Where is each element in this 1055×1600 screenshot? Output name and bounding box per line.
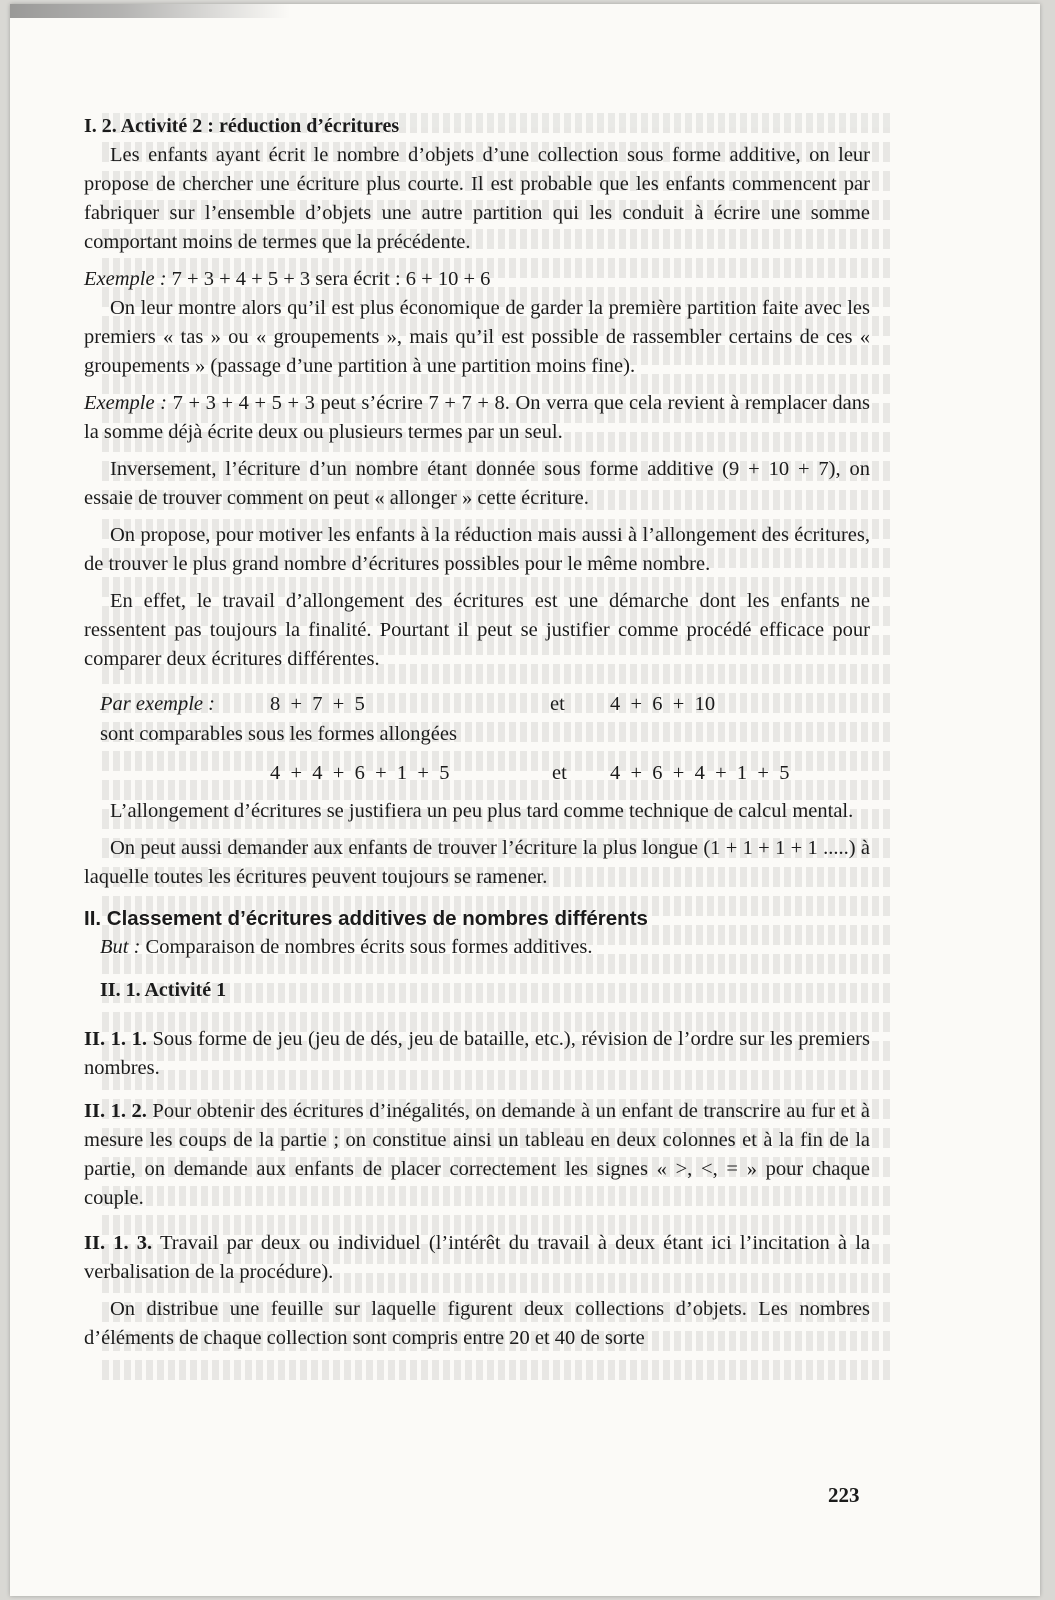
paragraph-1: Les enfants ayant écrit le nombre d’objets d’une collection sous forme additive, on leur propose de chercher une écriture plus courte. Il est probable que les enfants commencent par fabriquer sur l’ensemble d’objets une autre partition qui les conduit à écrire une somme comportant moins de termes que la précédente.: [84, 144, 870, 253]
item-ii-1-2: [84, 1097, 870, 1213]
section-ii1-heading: II. 1. Activité 1: [100, 979, 227, 1001]
item-ii-1-1-text: Sous forme de jeu (jeu de dés, jeu de bataille, etc.), révision de l’ordre sur les premiers nombres.: [84, 1028, 870, 1079]
but-label: But :: [100, 936, 141, 958]
page-number: 223: [828, 1483, 860, 1507]
item-ii-1-2-text: Pour obtenir des écritures d’inégalités, on demande à un enfant de transcrire au fur et à mesure les coups de la partie ; on constitue ainsi un tableau en deux colonnes et à la fin de la partie, on demande aux enfants de placer correctement les signes « >, <, = » pour chaque couple.: [84, 1100, 870, 1209]
item-ii-1-3: [84, 1229, 870, 1287]
example-1-text: 7 + 3 + 4 + 5 + 3 sera écrit : 6 + 10 + 6: [166, 268, 491, 290]
paragraph-5: En effet, le travail d’allongement des écritures est une démarche dont les enfants ne ressentent pas toujours la finalité. Pourtant il peut se justifier comme procédé efficace pour comparer deux écritures différentes.: [84, 590, 870, 670]
expression-d: 4 + 6 + 4 + 1 + 5: [610, 762, 790, 784]
item-ii-1-3-text: Travail par deux ou individuel (l’intérêt du travail à deux étant ici l’incitation à la verbalisation de la procédure).: [84, 1232, 870, 1283]
item-ii-1-1: [84, 1025, 870, 1083]
example-2: [84, 389, 870, 447]
item-ii-1-2-label: II. 1. 2.: [84, 1100, 147, 1122]
par-exemple-line: [84, 690, 870, 720]
item-ii-1-1-label: II. 1. 1.: [84, 1028, 147, 1050]
page-content: [84, 112, 870, 1353]
section-i2-heading: I. 2. Activité 2 : réduction d’écritures: [84, 115, 400, 137]
expression-a: 8 + 7 + 5: [270, 693, 365, 715]
paragraph-4: On propose, pour motiver les enfants à la réduction mais aussi à l’allongement des écritures, de trouver le plus grand nombre d’écritures possibles pour le même nombre.: [84, 524, 870, 575]
example-1-label: Exemple :: [84, 268, 167, 290]
book-page: [10, 4, 1040, 1596]
but-text: Comparaison de nombres écrits sous formes additives.: [140, 936, 593, 958]
expanded-expressions-line: [84, 759, 870, 789]
but-line: [84, 933, 870, 962]
section-ii-heading: II. Classement d’écritures additives de nombres différents: [84, 907, 648, 930]
comparable-text: sont comparables sous les formes allongées: [100, 723, 457, 745]
paragraph-last: On distribue une feuille sur laquelle figurent deux collections d’objets. Les nombres d’éléments de chaque collection sont compris entre 20 et 40 de sorte: [84, 1298, 870, 1349]
paragraph-7: On peut aussi demander aux enfants de trouver l’écriture la plus longue (1 + 1 + 1 + 1 .....) à laquelle toutes les écritures peuvent toujours se ramener.: [84, 837, 870, 888]
item-ii-1-3-label: II. 1. 3.: [84, 1232, 153, 1254]
par-exemple-label: Par exemple :: [100, 693, 215, 715]
example-1: [84, 265, 870, 294]
example-2-label: Exemple :: [84, 392, 167, 414]
example-2-text: 7 + 3 + 4 + 5 + 3 peut s’écrire 7 + 7 + 8. On verra que cela revient à remplacer dans la somme déjà écrite deux ou plusieurs termes par un seul.: [84, 392, 870, 443]
scan-smudge: [10, 4, 290, 18]
expression-b: 4 + 6 + 10: [610, 693, 716, 715]
et-label-2: et: [552, 762, 567, 784]
expression-c: 4 + 4 + 6 + 1 + 5: [270, 762, 450, 784]
paragraph-3: Inversement, l’écriture d’un nombre étant donnée sous forme additive (9 + 10 + 7), on essaie de trouver comment on peut « allonger » cette écriture.: [84, 458, 870, 509]
paragraph-2: On leur montre alors qu’il est plus économique de garder la première partition faite avec les premiers « tas » ou « groupements », mais qu’il est possible de rassembler certains de ces « groupements » (passage d’une partition à une partition moins fine).: [84, 297, 870, 377]
et-label-1: et: [550, 693, 565, 715]
paragraph-6: L’allongement d’écritures se justifiera un peu plus tard comme technique de calcul mental.: [110, 800, 854, 822]
